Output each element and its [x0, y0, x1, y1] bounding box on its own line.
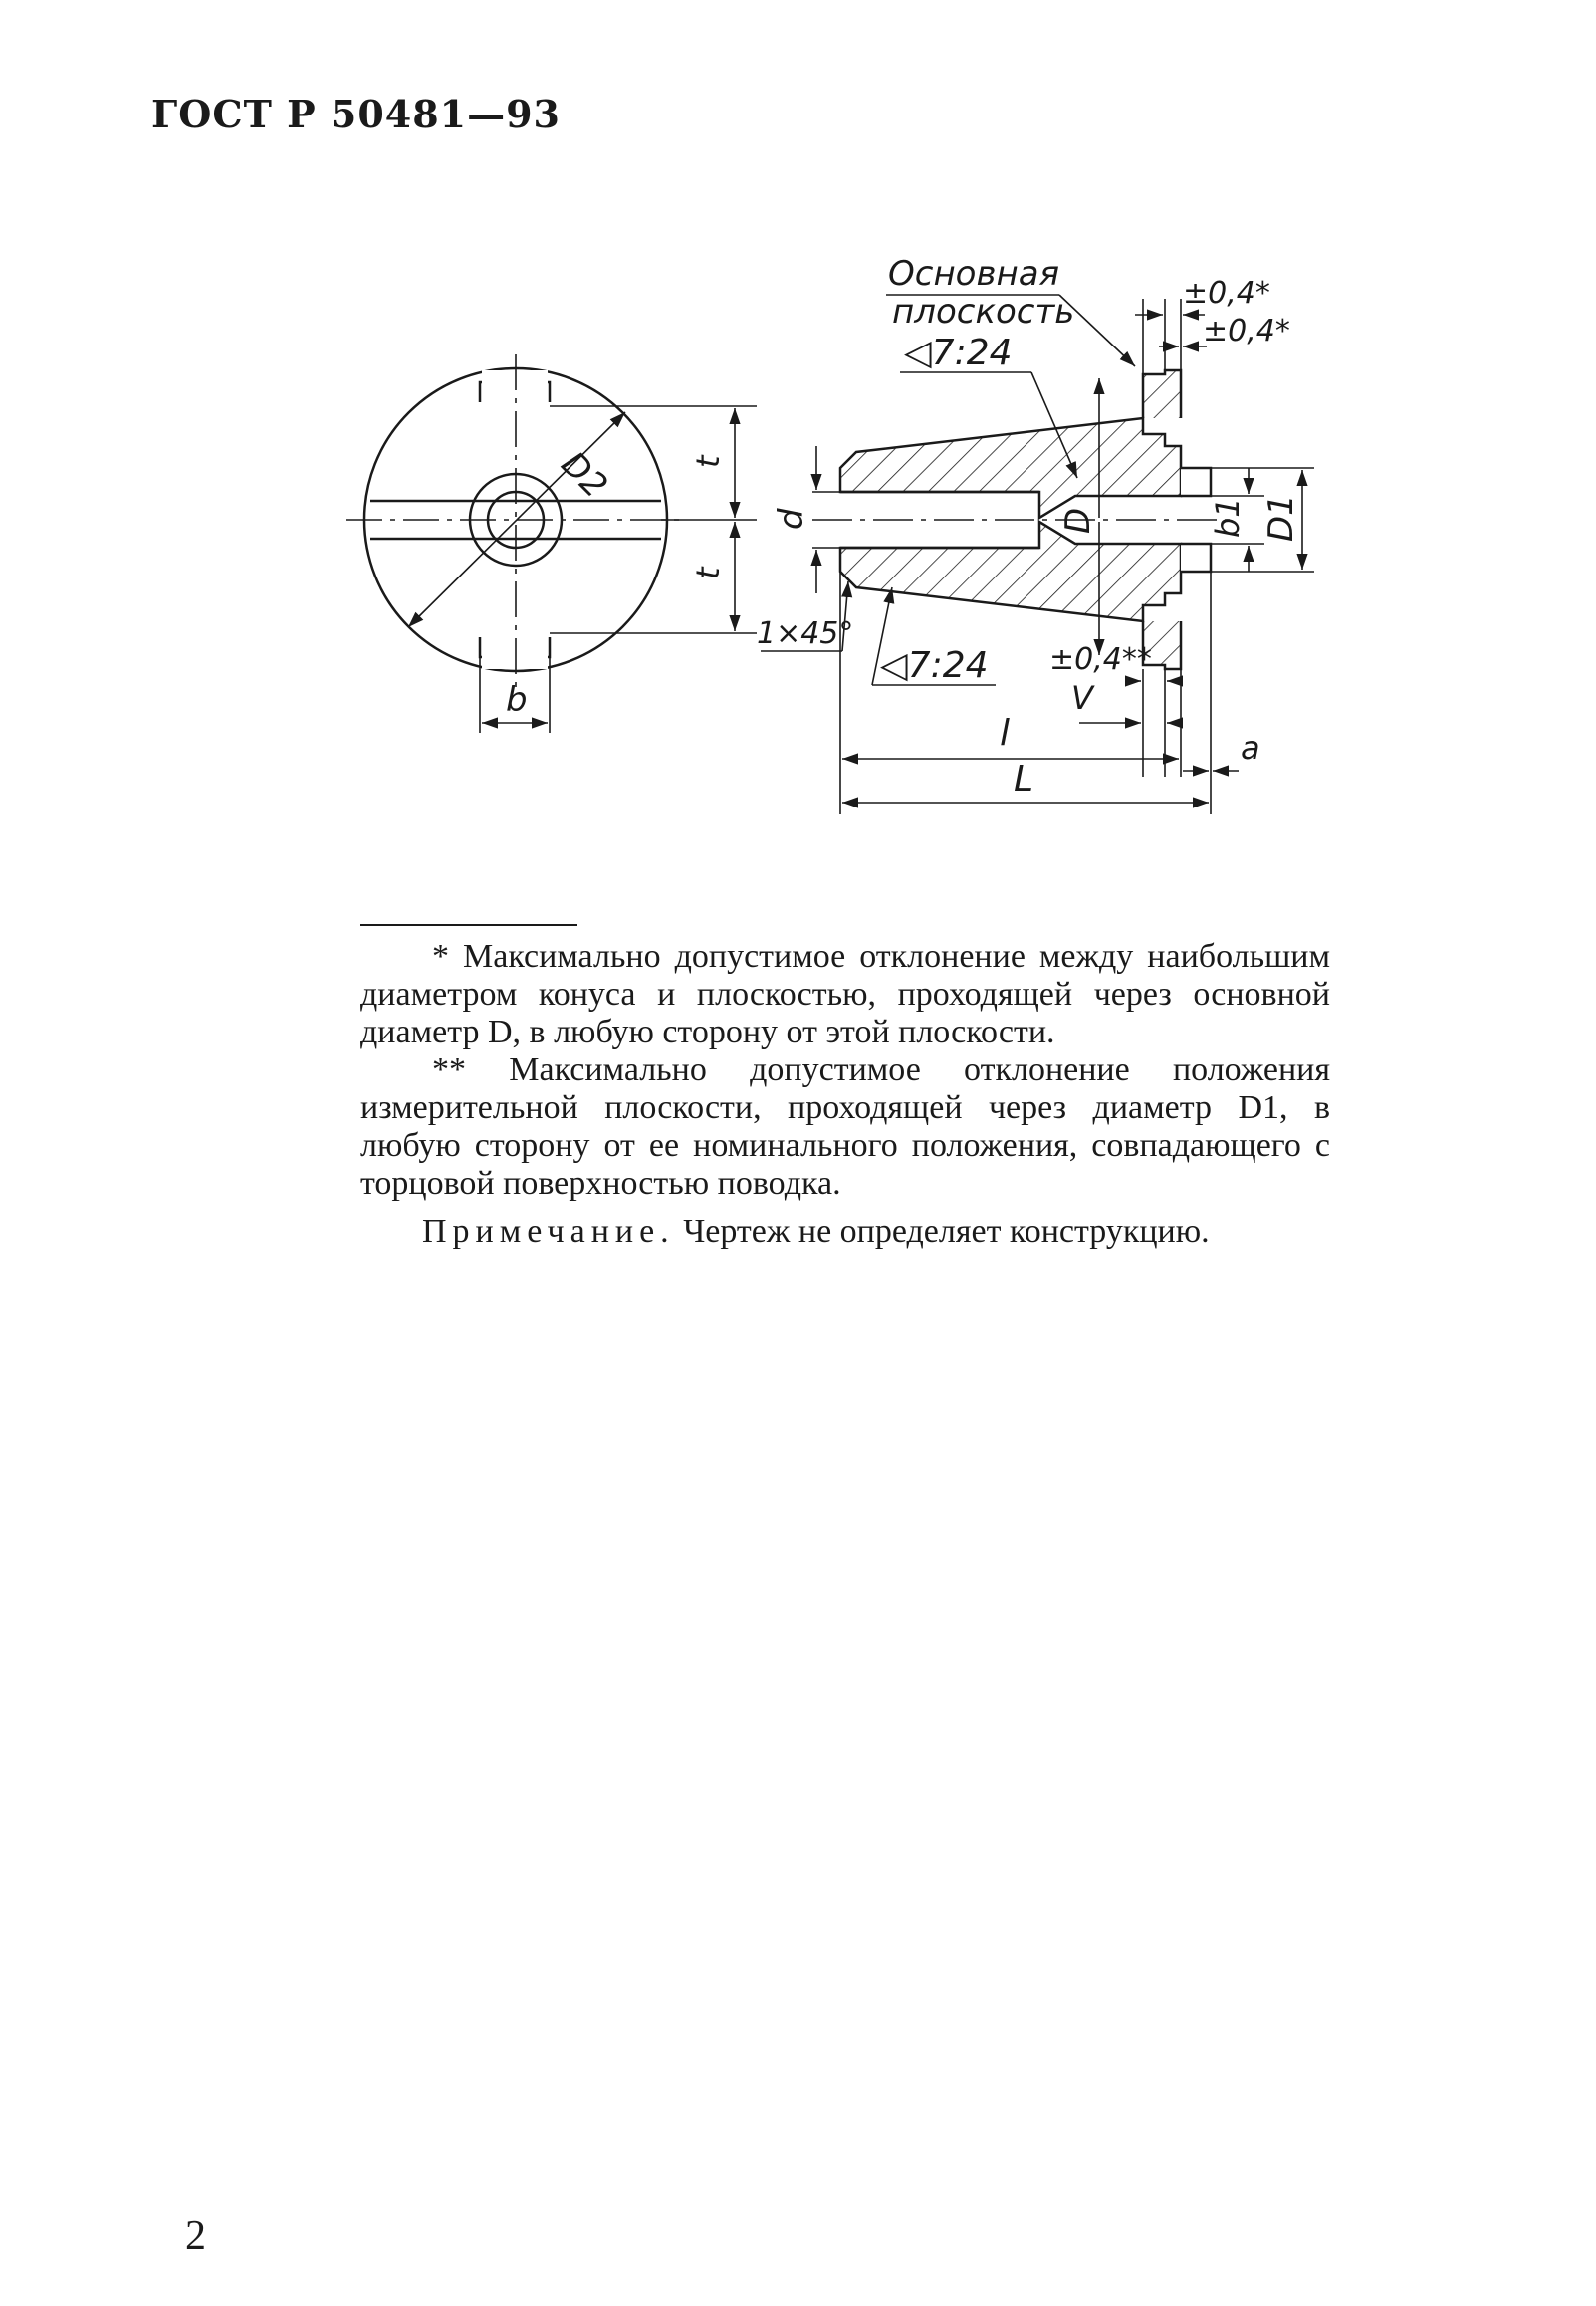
label-tol-bottom: ±0,4**: [1049, 642, 1152, 677]
label-base-plane-1: Основная: [888, 254, 1060, 294]
remark-label: Примечание.: [422, 1213, 675, 1250]
label-V: V: [1071, 679, 1093, 717]
label-D: D: [1058, 507, 1098, 534]
label-b1: b1: [1209, 497, 1247, 538]
end-view: [346, 354, 757, 733]
label-tol-top-1: ±0,4*: [1183, 276, 1270, 311]
label-taper-bottom: ◁7:24: [880, 645, 989, 686]
section-labels: [757, 254, 1301, 800]
remark: [360, 1213, 1330, 1251]
label-D1: D1: [1261, 494, 1301, 542]
label-L: L: [1014, 759, 1034, 800]
end-view-labels: [506, 444, 727, 720]
lower-cone-section: [840, 522, 1181, 621]
footnote-2: ** Максимально допустимое отклонение положения измерительной плоскости, проходящей через диаметр D1, в любую сторону от ее номинального положения, совпадающего с торцовой поверхностью поводка.: [360, 1051, 1330, 1202]
section-view: [812, 370, 1235, 669]
label-taper-top: ◁7:24: [904, 333, 1013, 373]
label-d: d: [772, 508, 811, 530]
flange-top: [1143, 370, 1181, 418]
document-header: ГОСТ Р 50481—93: [151, 92, 561, 136]
label-tol-top-2: ±0,4*: [1203, 314, 1290, 348]
technical-drawing: [0, 0, 1596, 896]
label-t-upper: t: [689, 455, 727, 468]
label-l: l: [1000, 713, 1011, 754]
label-t-lower: t: [689, 567, 727, 579]
footnotes: [360, 924, 1330, 1284]
page-number: 2: [185, 2213, 206, 2259]
label-b: b: [506, 680, 528, 720]
footnote-1: * Максимально допустимое отклонение между наибольшим диаметром конуса и плоскостью, проходящей через основной диаметр D, в любую сторону от этой плоскости.: [360, 938, 1330, 1050]
label-base-plane-2: плоскость: [892, 292, 1075, 332]
upper-cone-section: [840, 418, 1181, 518]
footnote-rule: [360, 924, 577, 926]
label-chamfer: 1×45°: [757, 616, 854, 651]
label-a: a: [1241, 729, 1260, 767]
label-D2: D2: [553, 444, 615, 507]
remark-text: Чертеж не определяет конструкцию.: [674, 1213, 1210, 1250]
